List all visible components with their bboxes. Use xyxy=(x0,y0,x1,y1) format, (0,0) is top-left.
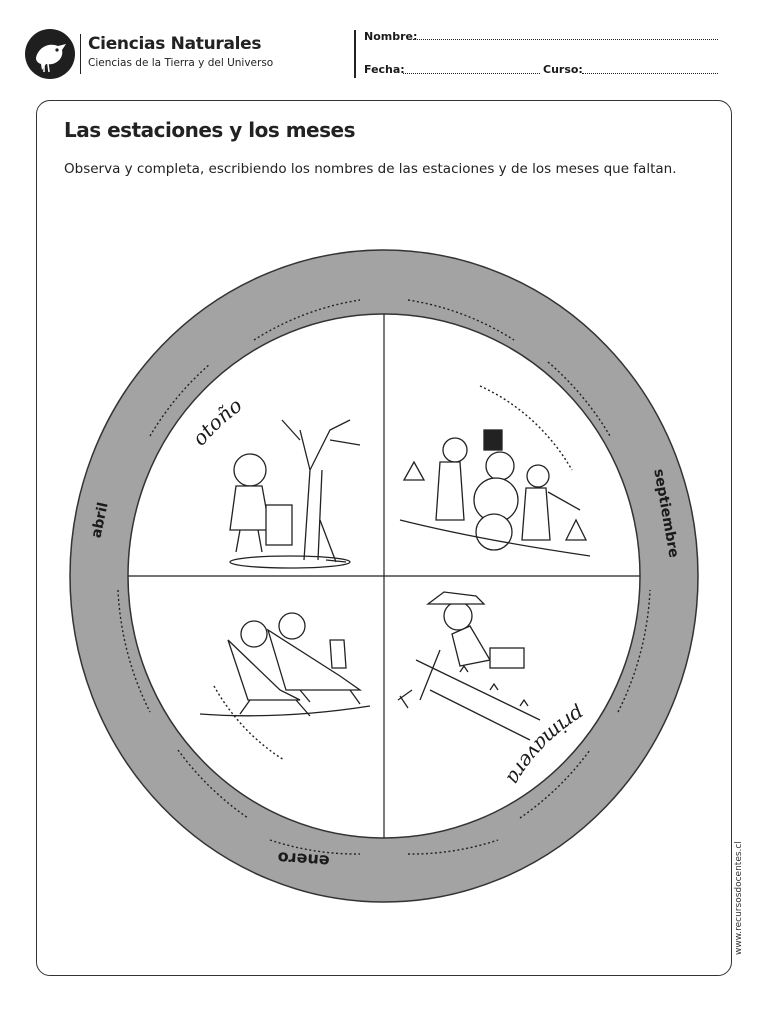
brand-title: Ciencias Naturales xyxy=(88,34,262,54)
month-label-septiembre: septiembre xyxy=(650,467,682,559)
website-credit: www.recursosdocentes.cl xyxy=(734,841,744,955)
course-label: Curso: xyxy=(543,63,583,76)
page-title: Las estaciones y los meses xyxy=(64,118,355,142)
brand-subtitle: Ciencias de la Tierra y del Universo xyxy=(88,57,274,69)
season-label-otono: otoño xyxy=(187,392,247,451)
date-label: Fecha: xyxy=(364,63,405,76)
month-label-abril: abril xyxy=(88,500,112,540)
instructions: Observa y completa, escribiendo los nombres de las estaciones y de los meses que faltan. xyxy=(64,161,677,177)
name-label: Nombre: xyxy=(364,30,418,43)
month-label-enero: enero xyxy=(277,848,331,871)
season-label-primavera: primavera xyxy=(501,701,590,790)
